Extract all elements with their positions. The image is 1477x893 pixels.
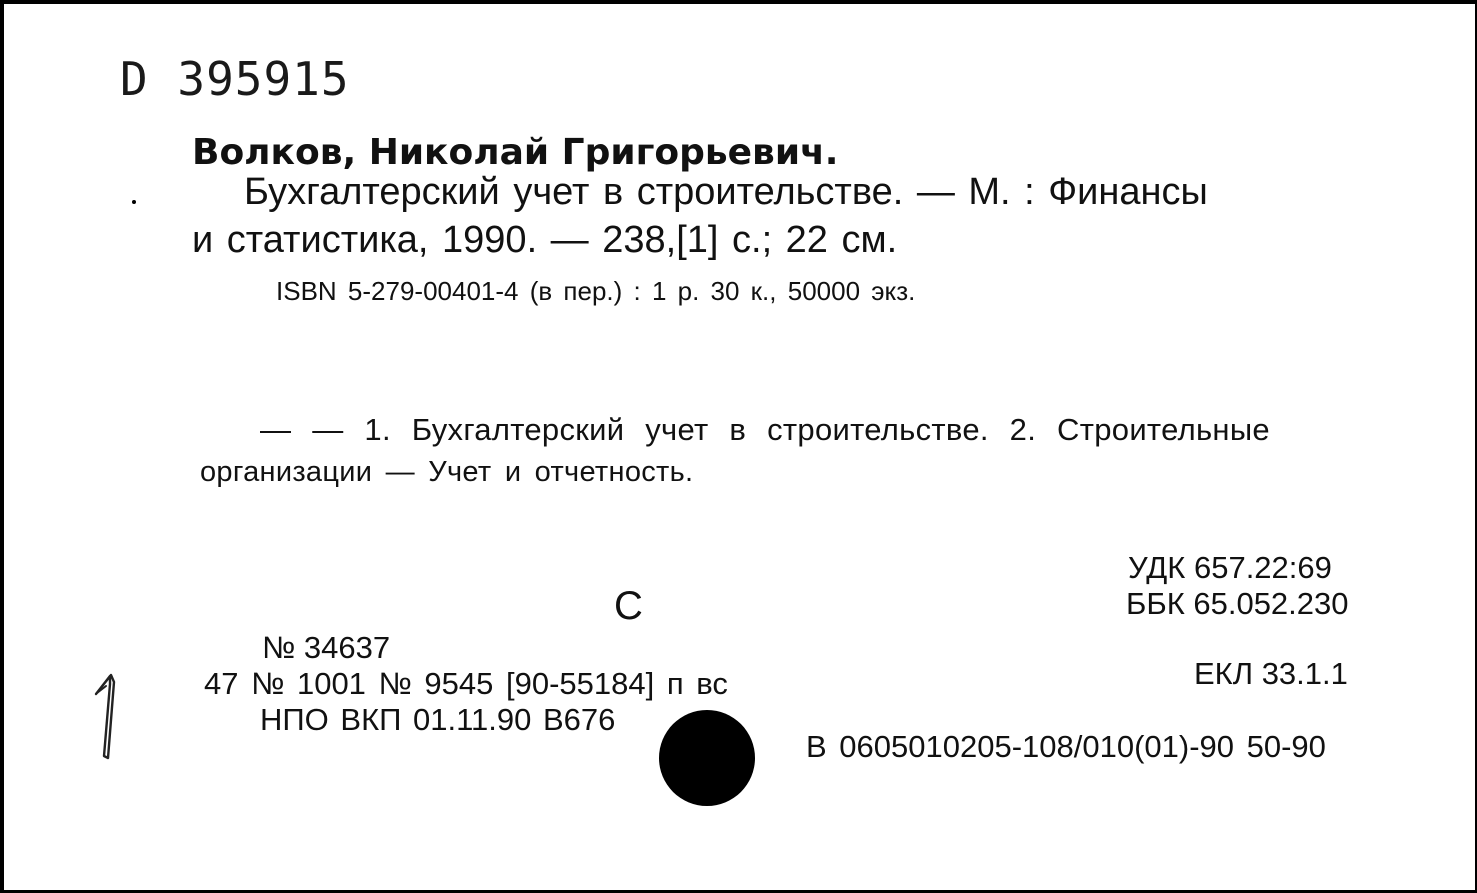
isbn-line: ISBN 5-279-00401-4 (в пер.) : 1 р. 30 к., 50000 экз. [276,276,916,306]
publication-info-line: и статистика, 1990. — 238,[1] с.; 22 см. [192,219,898,261]
handwritten-mark-icon [88,672,128,760]
author-heading: Волков, Николай Григорьевич. [192,132,839,173]
record-number-line-2: 47 № 1001 № 9545 [90-55184] п вс [204,666,728,701]
subjects-line-2: организации — Учет и отчетность. [200,456,694,488]
npo-line: НПО ВКП 01.11.90 В676 [260,702,616,737]
bbk-code: ББК 65.052.230 [1126,586,1349,621]
book-title-line: Бухгалтерский учет в строительстве. — М. : Финансы [244,171,1208,213]
publisher-code-line: В 0605010205-108/010(01)-90 50-90 [806,729,1326,764]
ekl-code: ЕКЛ 33.1.1 [1194,656,1348,691]
record-number-line-1: № 34637 [262,630,391,665]
catalog-number: D 395915 [120,52,350,106]
punched-hole-dot [659,710,755,806]
classification-letter: С [614,584,643,628]
udk-code: УДК 657.22:69 [1128,550,1332,585]
subjects-line-1: — — 1. Бухгалтерский учет в строительстве. 2. Строительные [260,412,1270,447]
ink-speck [132,200,136,204]
